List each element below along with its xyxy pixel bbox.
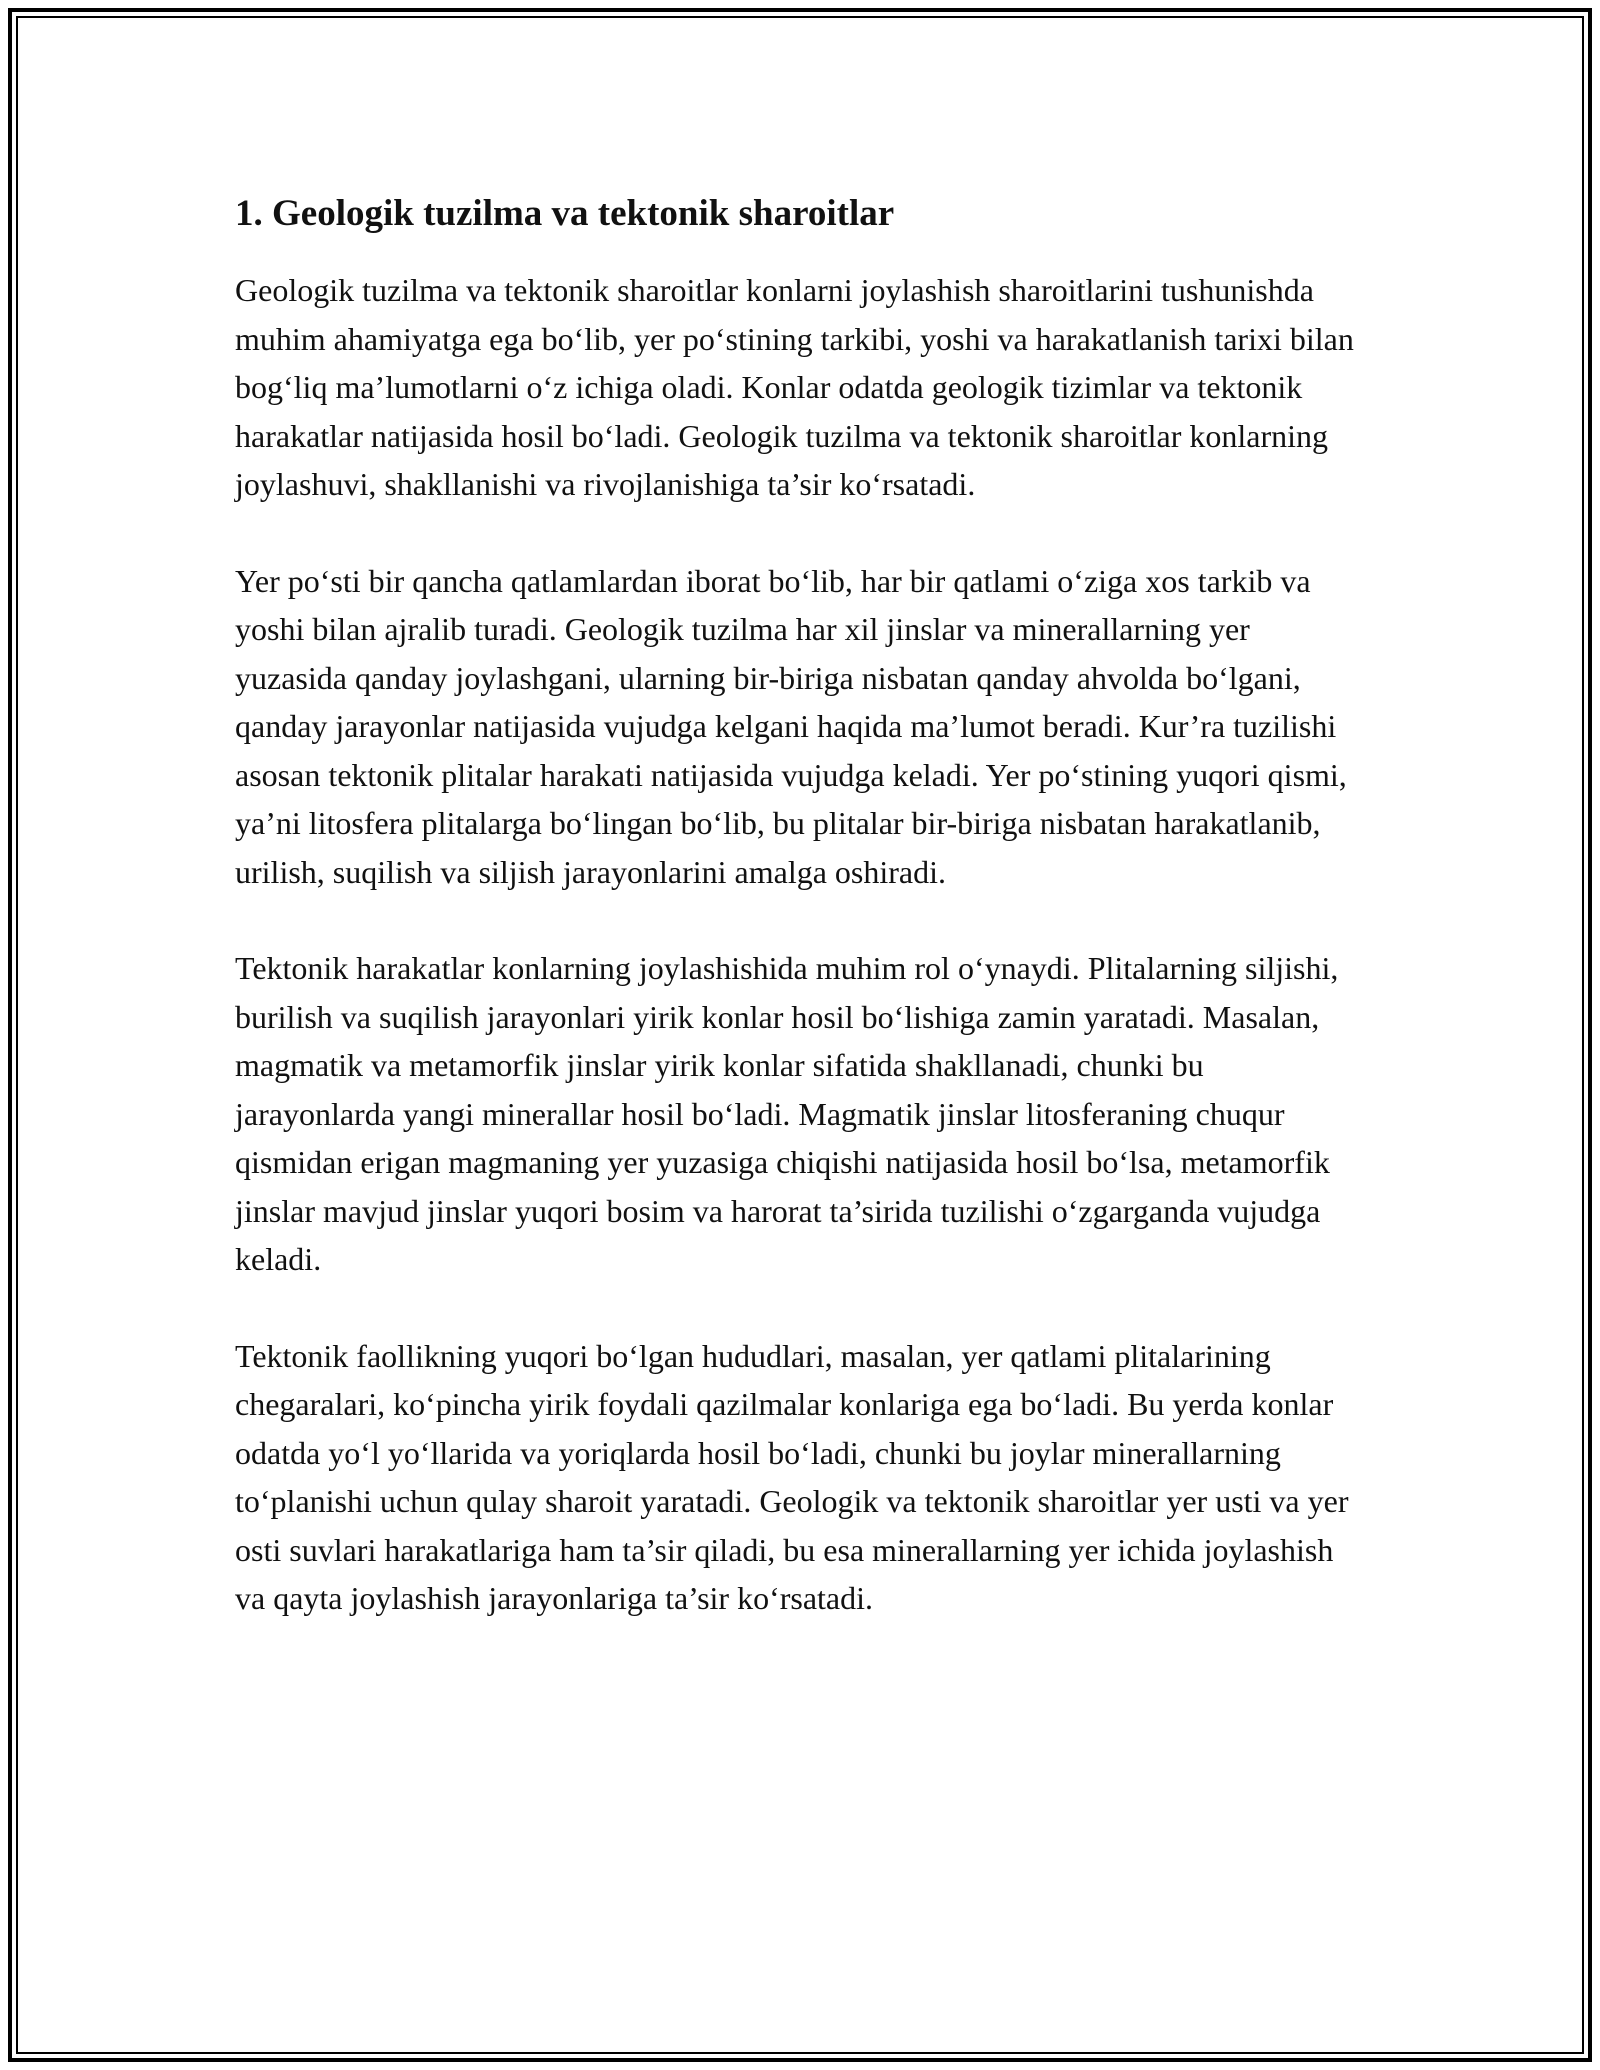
paragraph-1: Geologik tuzilma va tektonik sharoitlar konlarni joylashish sharoitlarini tushunishda muhim ahamiyatga ega bo‘lib, yer po‘stining tarkibi, yoshi va harakatlanish tarixi bilan bog‘liq ma’lumotlarni o‘z ichiga oladi. Konlar odatda geologik tizimlar va tektonik harakatlar natijasida hosil bo‘ladi. Geologik tuzilma va tektonik sharoitlar konlarning joylashuvi, shakllanishi va rivojlanishiga ta’sir ko‘rsatadi.: [235, 272, 1354, 502]
paragraph-4: Tektonik faollikning yuqori bo‘lgan hududlari, masalan, yer qatlami plitalarining chegaralari, ko‘pincha yirik foydali qazilmalar konlariga ega bo‘ladi. Bu yerda konlar odatda yo‘l yo‘llarida va yoriqlarda hosil bo‘ladi, chunki bu joylar minerallarning to‘planishi uchun qulay sharoit yaratadi. Geologik va tektonik sharoitlar yer usti va yer osti suvlari harakatlariga ham ta’sir qiladi, bu esa minerallarning yer ichida joylashish va qayta joylashish jarayonlariga ta’sir ko‘rsatadi.: [235, 1337, 1349, 1616]
paragraph-2: Yer po‘sti bir qancha qatlamlardan iborat bo‘lib, har bir qatlami o‘ziga xos tarkib va yoshi bilan ajralib turadi. Geologik tuzilma har xil jinslar va minerallarning yer yuzasida qanday joylashgani, ularning bir-biriga nisbatan qanday ahvolda bo‘lgani, qanday jarayonlar natijasida vujudga kelgani haqida ma’lumot beradi. Kur’ra tuzilishi asosan tektonik plitalar harakati natijasida vujudga keladi. Yer po‘stining yuqori qismi, ya’ni litosfera plitalarga bo‘lingan bo‘lib, bu plitalar bir-biriga nisbatan harakatlanib, urilish, suqilish va siljish jarayonlarini amalga oshiradi.: [235, 562, 1347, 890]
paragraph-3: Tektonik harakatlar konlarning joylashishida muhim rol o‘ynaydi. Plitalarning siljishi, burilish va suqilish jarayonlari yirik konlar hosil bo‘lishiga zamin yaratadi. Masalan, magmatik va metamorfik jinslar yirik konlar sifatida shakllanadi, chunki bu jarayonlarda yangi minerallar hosil bo‘ladi. Magmatik jinslar litosferaning chuqur qismidan erigan magmaning yer yuzasiga chiqishi natijasida hosil bo‘lsa, metamorfik jinslar mavjud jinslar yuqori bosim va harorat ta’sirida tuzilishi o‘zgarganda vujudga keladi.: [235, 950, 1339, 1277]
section-heading: 1. Geologik tuzilma va tektonik sharoitlar: [235, 193, 895, 234]
document-body: [235, 190, 1365, 1671]
